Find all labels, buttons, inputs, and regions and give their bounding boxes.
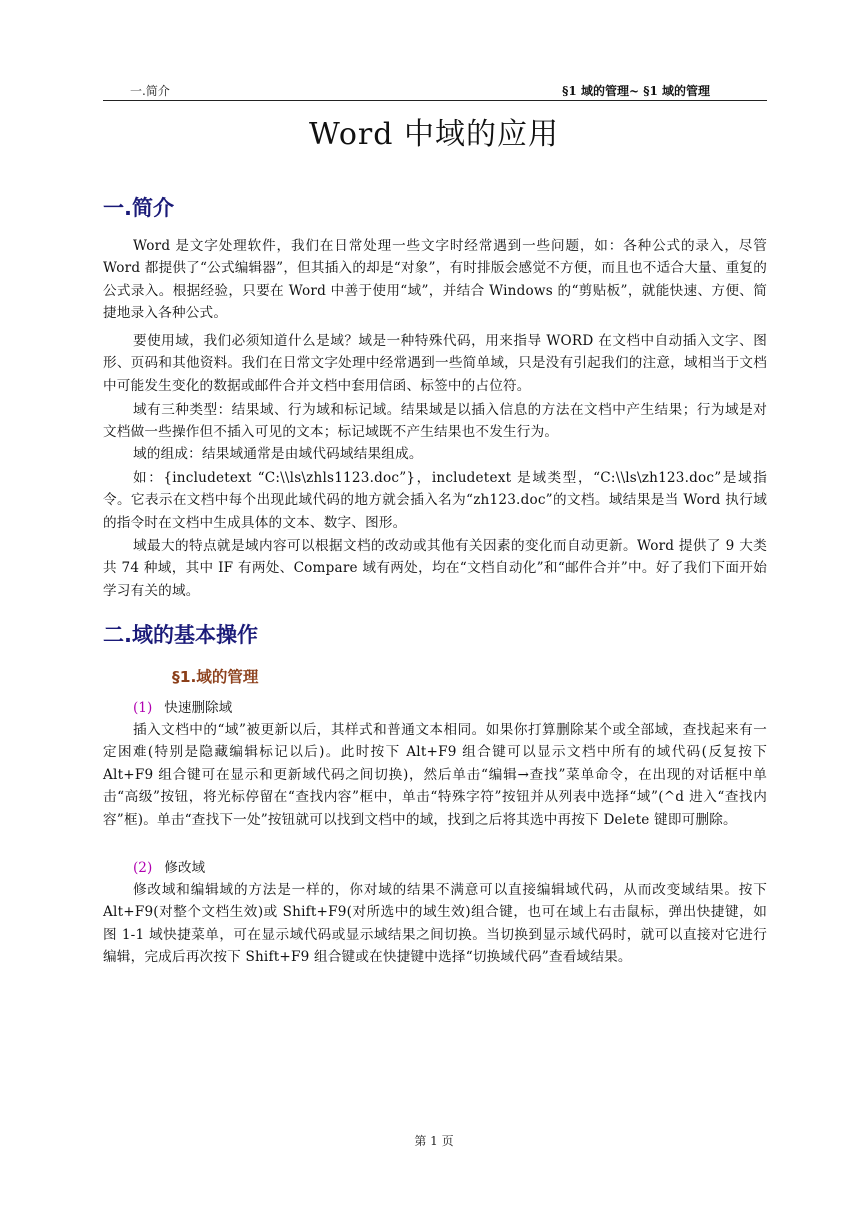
paragraph: 域的组成：结果域通常是由域代码域结果组成。 <box>133 446 423 462</box>
paragraph: 如：{includetext “C:\\ls\zhls1123.doc”}，includetext 是域类型，“C:\\ls\zh123.doc”是域指令。它表示在文档中每个出现此域代码的地方就会插入名为“zh123.doc”的文档。域结果是当 Word 执行域的指令时在文档中生成具体的文本、数字、图形。 <box>103 470 767 531</box>
paragraph: 插入文档中的“域”被更新以后，其样式和普通文本相同。如果你打算删除某个或全部域，查找起来有一定困难(特别是隐藏编辑标记以后)。此时按下 Alt+F9 组合键可以显示文档中所有的域代码(反复按下 Alt+F9 组合键可在显示和更新域代码之间切换)，然后单击“编辑→查找”菜单命令，在出现的对话框中单击“高级”按钮，将光标停留在“查找内容”框中，单击“特殊字符”按钮并从列表中选择“域”(^d 进入“查找内容”框)。单击“查找下一处”按钮就可以找到文档中的域，找到之后将其选中再按下 Delete 键即可删除。 <box>103 722 767 828</box>
section-heading-basic-ops: 二.域的基本操作 <box>103 623 258 647</box>
paragraph: 域有三种类型：结果域、行为域和标记域。结果域是以插入信息的方法在文档中产生结果；行为域是对文档做一些操作但不插入可见的文本；标记域既不产生结果也不发生行为。 <box>103 402 767 441</box>
section-heading-intro: 一.简介 <box>103 196 174 220</box>
header-right-text: §1 域的管理~ §1 域的管理 <box>562 84 710 98</box>
document-title: Word 中域的应用 <box>309 117 559 152</box>
header-left-text: 一.简介 <box>130 84 170 98</box>
subsection-heading: §1.域的管理 <box>172 668 259 686</box>
list-item-label: 快速删除域 <box>164 700 233 716</box>
list-item-heading <box>133 857 205 879</box>
list-item-heading <box>133 697 232 719</box>
paragraph: Word 是文字处理软件，我们在日常处理一些文字时经常遇到一些问题，如：各种公式的录入，尽管 Word 都提供了“公式编辑器”，但其插入的却是“对象”，有时排版会感觉不方便，而且也不适合大量、重复的公式录入。根据经验，只要在 Word 中善于使用“域”，并结合 Windows 的“剪贴板”，就能快速、方便、简捷地录入各种公式。 <box>103 238 767 322</box>
paragraph: 修改域和编辑域的方法是一样的，你对域的结果不满意可以直接编辑域代码，从而改变域结果。按下 Alt+F9(对整个文档生效)或 Shift+F9(对所选中的域生效)组合键，也可在域上右击鼠标，弹出快捷键，如图 1-1 域快捷菜单，可在显示域代码或显示域结果之间切换。当切换到显示域代码时，就可以直接对它进行编辑，完成后再次按下 Shift+F9 组合键或在快捷键中选择“切换域代码”查看域结果。 <box>103 882 767 966</box>
paragraph: 要使用域，我们必须知道什么是域？域是一种特殊代码，用来指导 WORD 在文档中自动插入文字、图形、页码和其他资料。我们在日常文字处理中经常遇到一些简单域，只是没有引起我们的注意，域相当于文档中可能发生变化的数据或邮件合并文档中套用信函、标签中的占位符。 <box>103 333 767 394</box>
page-header <box>103 80 767 101</box>
list-item-label: 修改域 <box>164 860 206 876</box>
list-number: (2) <box>133 860 153 876</box>
list-number: (1) <box>133 700 153 716</box>
paragraph: 域最大的特点就是域内容可以根据文档的改动或其他有关因素的变化而自动更新。Word 提供了 9 大类共 74 种域，其中 IF 有两处、Compare 域有两处，均在“文档自动化”和“邮件合并”中。好了我们下面开始学习有关的域。 <box>103 538 767 599</box>
page-footer: 第 1 页 <box>414 1134 454 1148</box>
